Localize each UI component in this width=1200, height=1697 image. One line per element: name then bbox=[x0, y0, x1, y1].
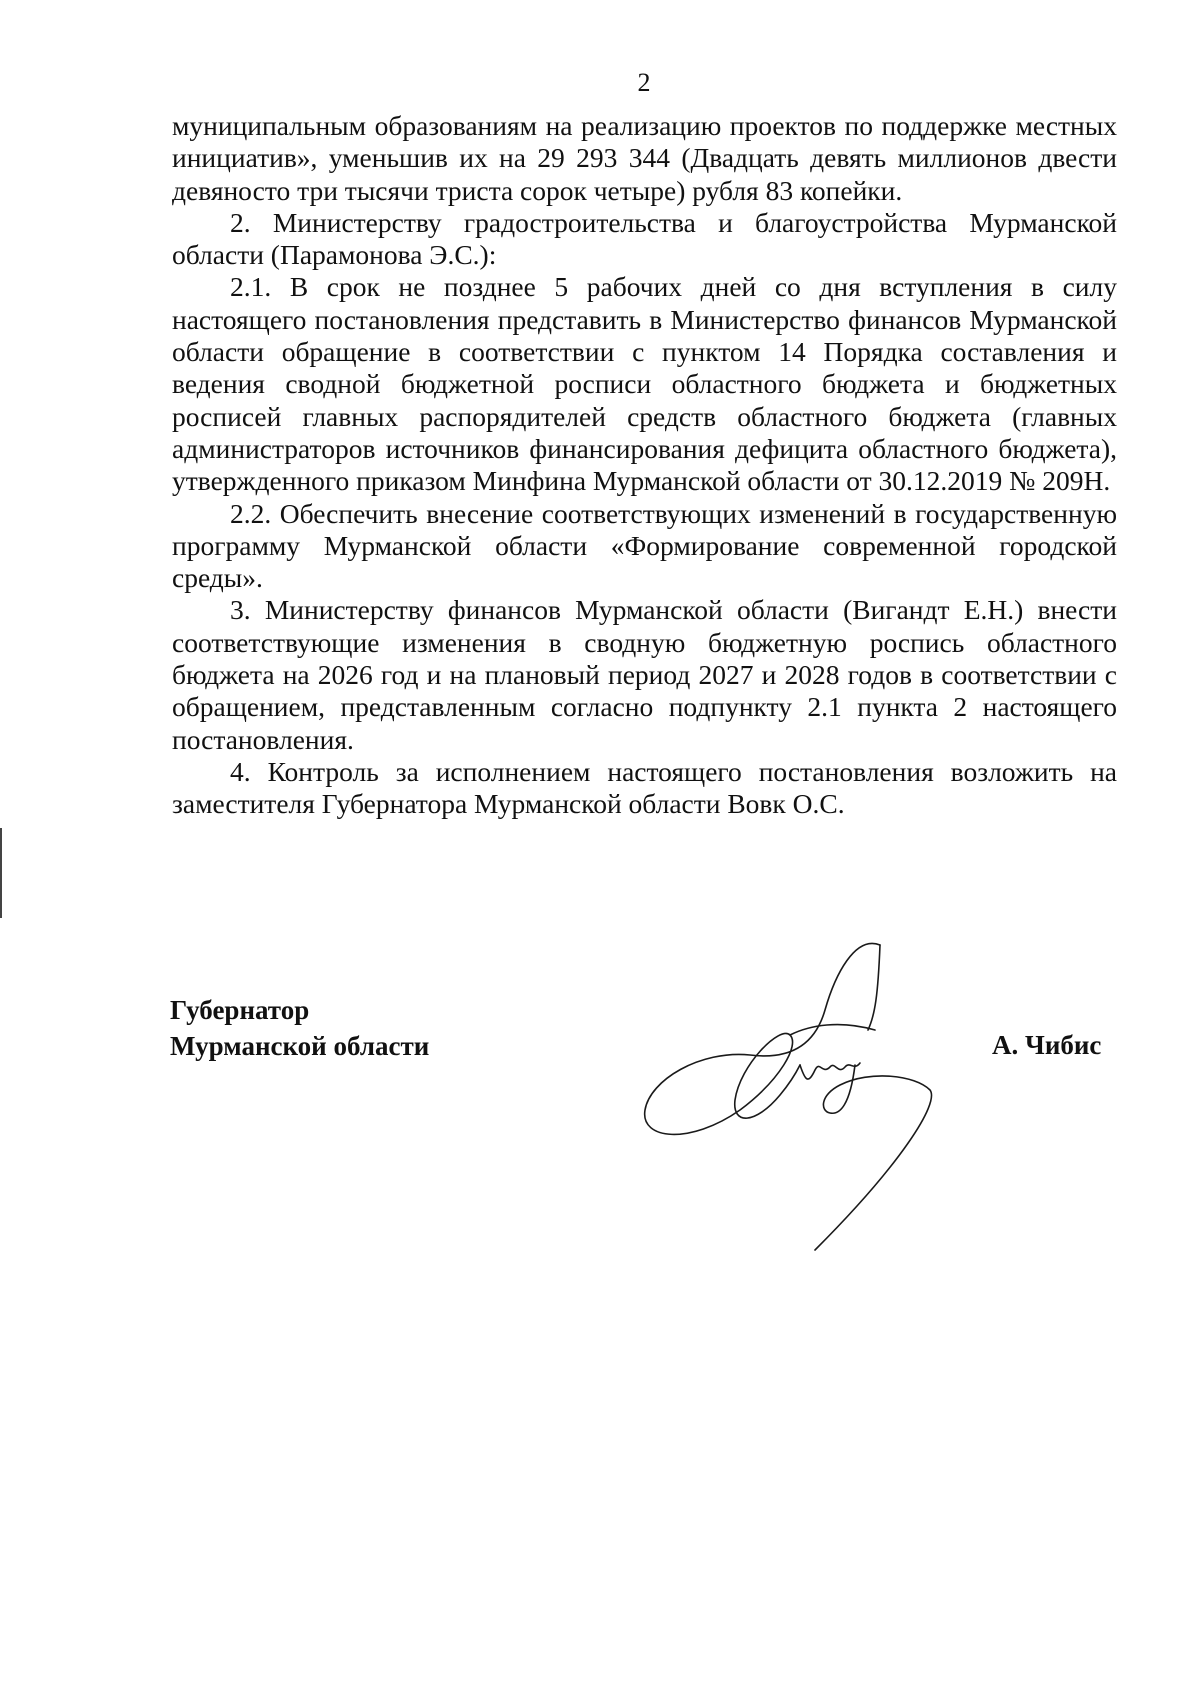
paragraph-2-1: 2.1. В срок не позднее 5 рабочих дней со дня вступления в силу настоящего постановления представить в Министерство финансов Мурманской области обращение в соответствии с пунктом 14 Порядка составления и ведения сводной бюджетной росписи областного бюджета и бюджетных росписей главных распорядителей средств областного бюджета (главных администраторов источников финансирования дефицита областного бюджета), утвержденного приказом Минфина Мурманской области от 30.12.2019 № 209Н. bbox=[172, 271, 1117, 497]
paragraph-2-2: 2.2. Обеспечить внесение соответствующих изменений в государственную программу Мурманской области «Формирование современной городской среды». bbox=[172, 497, 1117, 594]
signatory-title bbox=[170, 992, 429, 1064]
document-body bbox=[172, 110, 1117, 821]
paragraph-continuation: муниципальным образованиям на реализацию проектов по поддержке местных инициатив», уменьшив их на 29 293 344 (Двадцать девять миллионов двести девяносто три тысячи триста сорок четыре) рубля 83 копейки. bbox=[172, 110, 1117, 206]
page-number: 2 bbox=[637, 68, 651, 97]
scan-margin-line bbox=[0, 828, 2, 918]
signatory-name: А. Чибис bbox=[992, 1030, 1102, 1060]
signatory-title-line2: Мурманской области bbox=[170, 1031, 430, 1061]
paragraph-4: 4. Контроль за исполнением настоящего постановления возложить на заместителя Губернатора Мурманской области Вовк О.С. bbox=[172, 755, 1117, 820]
handwritten-signature bbox=[640, 935, 960, 1265]
signatory-title-line1: Губернатор bbox=[170, 995, 310, 1025]
paragraph-2: 2. Министерству градостроительства и благоустройства Мурманской области (Парамонова Э.С.): bbox=[172, 206, 1117, 271]
paragraph-3: 3. Министерству финансов Мурманской области (Вигандт Е.Н.) внести соответствующие изменения в сводную бюджетную роспись областного бюджета на 2026 год и на плановый период 2027 и 2028 годов в соответствии с обращением, представленным согласно подпункту 2.1 пункта 2 настоящего постановления. bbox=[172, 594, 1117, 755]
